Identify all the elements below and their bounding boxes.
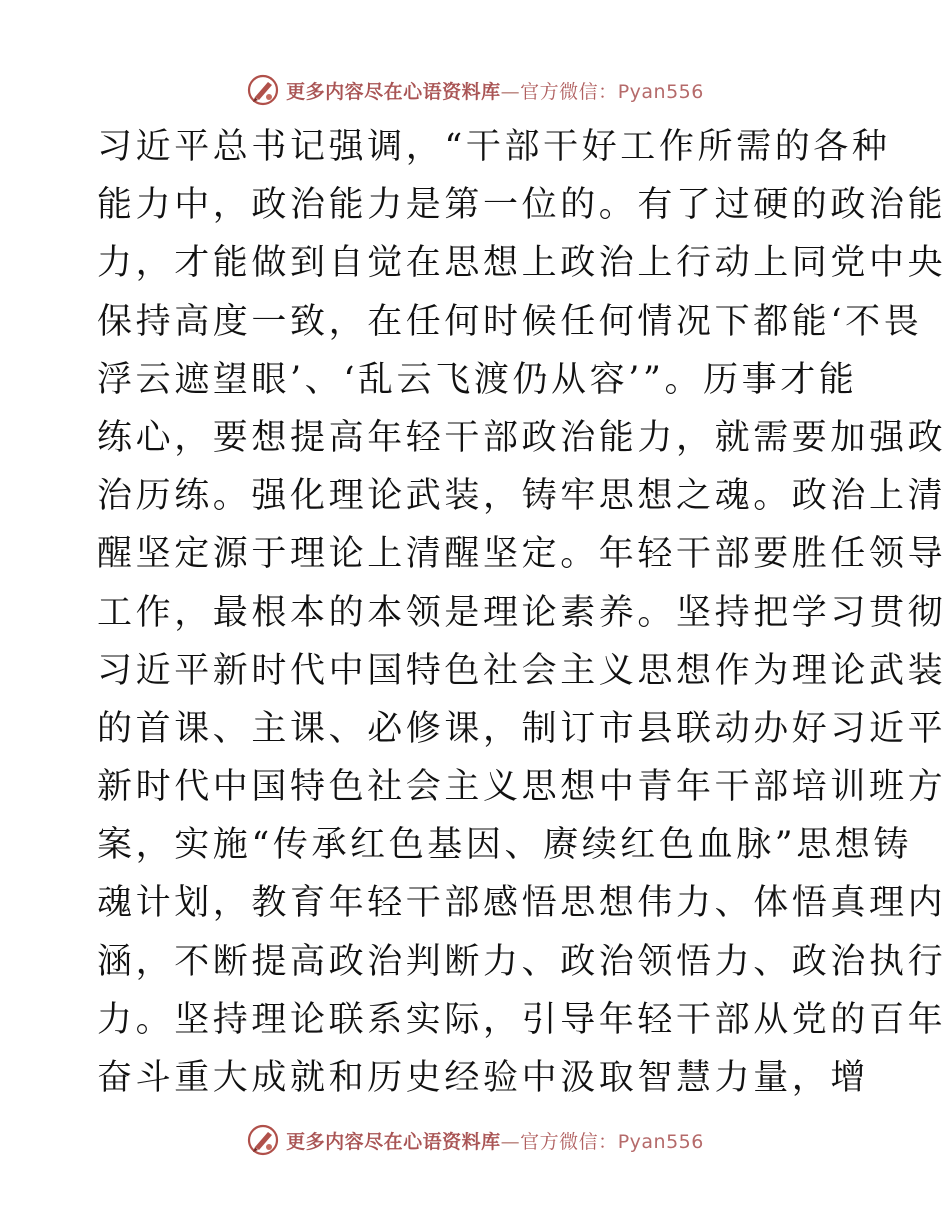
footer-banner-text (286, 1127, 704, 1154)
text-line: 涵，不断提高政治判断力、政治领悟力、政治执行 (97, 941, 947, 982)
footer-watermark-banner (0, 1120, 950, 1160)
header-banner-wechat-label: 官方微信： (520, 80, 618, 103)
footer-banner-dash: — (500, 1130, 521, 1153)
document-body (97, 118, 947, 1107)
text-line: 案，实施“传承红色基因、赓续红色血脉”思想铸 (97, 825, 912, 866)
text-line: 练心，要想提高年轻干部政治能力，就需要加强政 (97, 417, 947, 458)
text-line: 浮云遮望眼’、‘乱云飞渡仍从容’”。历事才能 (97, 359, 858, 400)
text-line: 魂计划，教育年轻干部感悟思想伟力、体悟真理内 (97, 883, 947, 924)
text-line: 习近平总书记强调，“干部干好工作所需的各种 (97, 127, 891, 167)
text-line: 力，才能做到自觉在思想上政治上行动上同党中央 (97, 243, 947, 284)
footer-banner-wechat-label: 官方微信： (520, 1130, 618, 1153)
text-line: 治历练。强化理论武装，铸牢思想之魂。政治上清 (97, 476, 947, 517)
text-line: 醒坚定源于理论上清醒坚定。年轻干部要胜任领导 (97, 534, 947, 575)
footer-banner-main: 更多内容尽在心语资料库 (286, 1130, 501, 1153)
text-line: 能力中，政治能力是第一位的。有了过硬的政治能 (97, 185, 947, 226)
text-line: 奋斗重大成就和历史经验中汲取智慧力量，增 (97, 1058, 870, 1098)
text-line: 工作，最根本的本领是理论素养。坚持把学习贯彻 (97, 592, 947, 633)
text-line: 习近平新时代中国特色社会主义思想作为理论武装 (97, 650, 947, 691)
text-line: 的首课、主课、必修课，制订市县联动办好习近平 (97, 708, 947, 749)
text-line: 新时代中国特色社会主义思想中青年干部培训班方 (97, 767, 947, 808)
text-line: 保持高度一致，在任何时候任何情况下都能‘不畏 (97, 301, 923, 342)
header-banner-dash: — (500, 80, 521, 103)
pen-logo-icon (246, 73, 280, 107)
header-banner-text (286, 77, 704, 104)
footer-banner-wechat-id: Pyan556 (617, 1130, 704, 1153)
header-banner-wechat-id: Pyan556 (617, 80, 704, 103)
header-banner-main: 更多内容尽在心语资料库 (286, 80, 501, 103)
pen-logo-icon (246, 1123, 280, 1157)
text-line: 力。坚持理论联系实际，引导年轻干部从党的百年 (97, 999, 947, 1040)
header-watermark-banner (0, 70, 950, 110)
